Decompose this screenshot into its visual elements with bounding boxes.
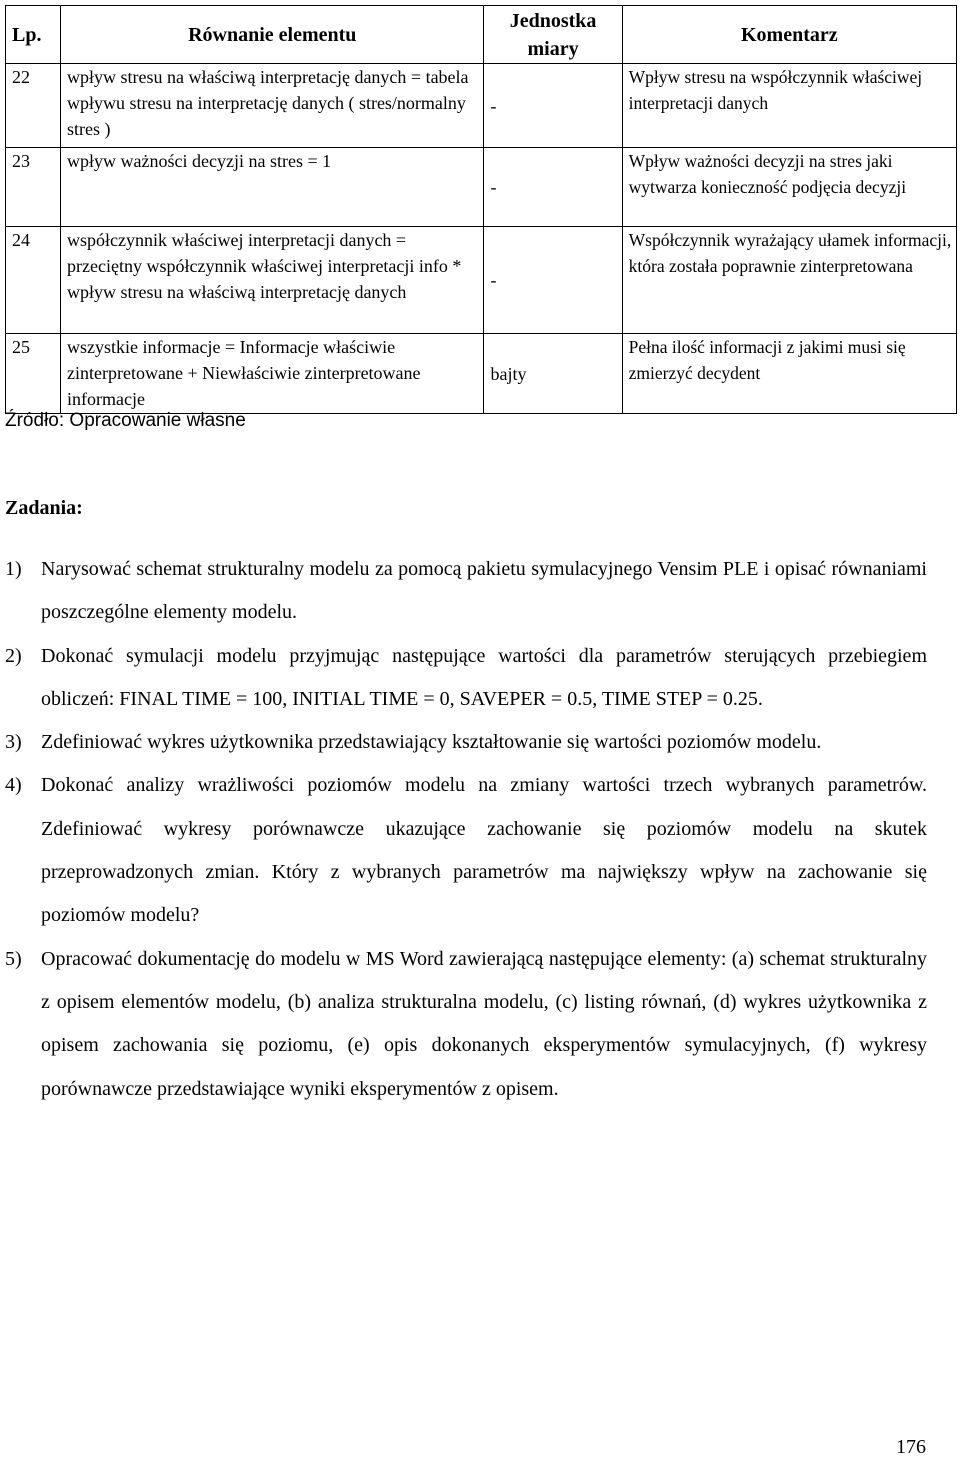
task-text: Dokonać symulacji modelu przyjmując następujące wartości dla parametrów sterujących przebiegiem obliczeń: FINAL TIME = 100, INITIAL TIME = 0, SAVEPER = 0.5, TIME STEP = 0.25. xyxy=(41,644,927,710)
table-row xyxy=(6,227,957,334)
table-row xyxy=(6,64,957,148)
source-note: Źródło: Opracowanie własne xyxy=(5,410,246,431)
task-text: Narysować schemat strukturalny modelu za pomocą pakietu symulacyjnego Vensim PLE i opisać równaniami poszczególne elementy modelu. xyxy=(41,558,927,624)
row-unit: bajty xyxy=(484,334,622,414)
row-lp: 25 xyxy=(6,334,61,414)
task-item xyxy=(5,764,927,937)
task-item xyxy=(5,721,927,764)
task-item xyxy=(5,548,927,635)
page-number: 176 xyxy=(896,1436,926,1458)
row-lp: 22 xyxy=(6,64,61,148)
task-text: Opracować dokumentację do modelu w MS Word zawierającą następujące elementy: (a) schemat strukturalny z opisem elementów modelu, (b) analiza strukturalna modelu, (c) listing równań, (d) wykres użytkownika z opisem zachowania się poziomu, (e) opis dokonanych eksperymentów symulacyjnych, (f) wykresy porównawcze przedstawiające wyniki eksperymentów z opisem. xyxy=(41,947,927,1100)
task-item xyxy=(5,938,927,1111)
row-unit: - xyxy=(484,227,622,334)
row-lp: 24 xyxy=(6,227,61,334)
table-row xyxy=(6,148,957,227)
model-equations-table xyxy=(5,5,957,414)
row-lp: 23 xyxy=(6,148,61,227)
task-text: Zdefiniować wykres użytkownika przedstawiający kształtowanie się wartości poziomów modelu. xyxy=(41,731,822,754)
table-header-row xyxy=(6,6,957,64)
task-number: 4) xyxy=(5,774,22,797)
task-number: 3) xyxy=(5,731,22,754)
row-comment: Wpływ stresu na współczynnik właściwej interpretacji danych xyxy=(622,64,956,148)
header-unit: Jednostka miary xyxy=(484,6,622,64)
task-number: 1) xyxy=(5,558,22,580)
tasks-heading: Zadania: xyxy=(5,497,83,519)
row-comment: Współczynnik wyrażający ułamek informacji, która została poprawnie zinterpretowana xyxy=(622,227,956,334)
row-equation: wpływ ważności decyzji na stres = 1 xyxy=(61,148,484,227)
row-equation: wpływ stresu na właściwą interpretację danych = tabela wpływu stresu na interpretację danych ( stres/normalny stres ) xyxy=(61,64,484,148)
header-equation: Równanie elementu xyxy=(61,6,484,64)
task-number: 2) xyxy=(5,644,22,667)
task-text: Dokonać analizy wrażliwości poziomów modelu na zmiany wartości trzech wybranych parametrów. Zdefiniować wykresy porównawcze ukazujące zachowanie się poziomów modelu na skutek przeprowadzonych zmian. Który z wybranych parametrów ma największy wpływ na zachowanie się poziomów modelu? xyxy=(41,774,927,927)
task-number: 5) xyxy=(5,947,22,970)
table-row xyxy=(6,334,957,414)
row-unit: - xyxy=(484,148,622,227)
tasks-list xyxy=(5,548,927,1111)
row-equation: wszystkie informacje = Informacje właściwie zinterpretowane + Niewłaściwie zinterpretowane informacje xyxy=(61,334,484,414)
task-item xyxy=(5,635,927,722)
row-comment: Pełna ilość informacji z jakimi musi się zmierzyć decydent xyxy=(622,334,956,414)
row-equation: współczynnik właściwej interpretacji danych = przeciętny współczynnik właściwej interpretacji info * wpływ stresu na właściwą interpretację danych xyxy=(61,227,484,334)
row-comment: Wpływ ważności decyzji na stres jaki wytwarza konieczność podjęcia decyzji xyxy=(622,148,956,227)
header-lp: Lp. xyxy=(6,6,61,64)
row-unit: - xyxy=(484,64,622,148)
header-comment: Komentarz xyxy=(622,6,956,64)
